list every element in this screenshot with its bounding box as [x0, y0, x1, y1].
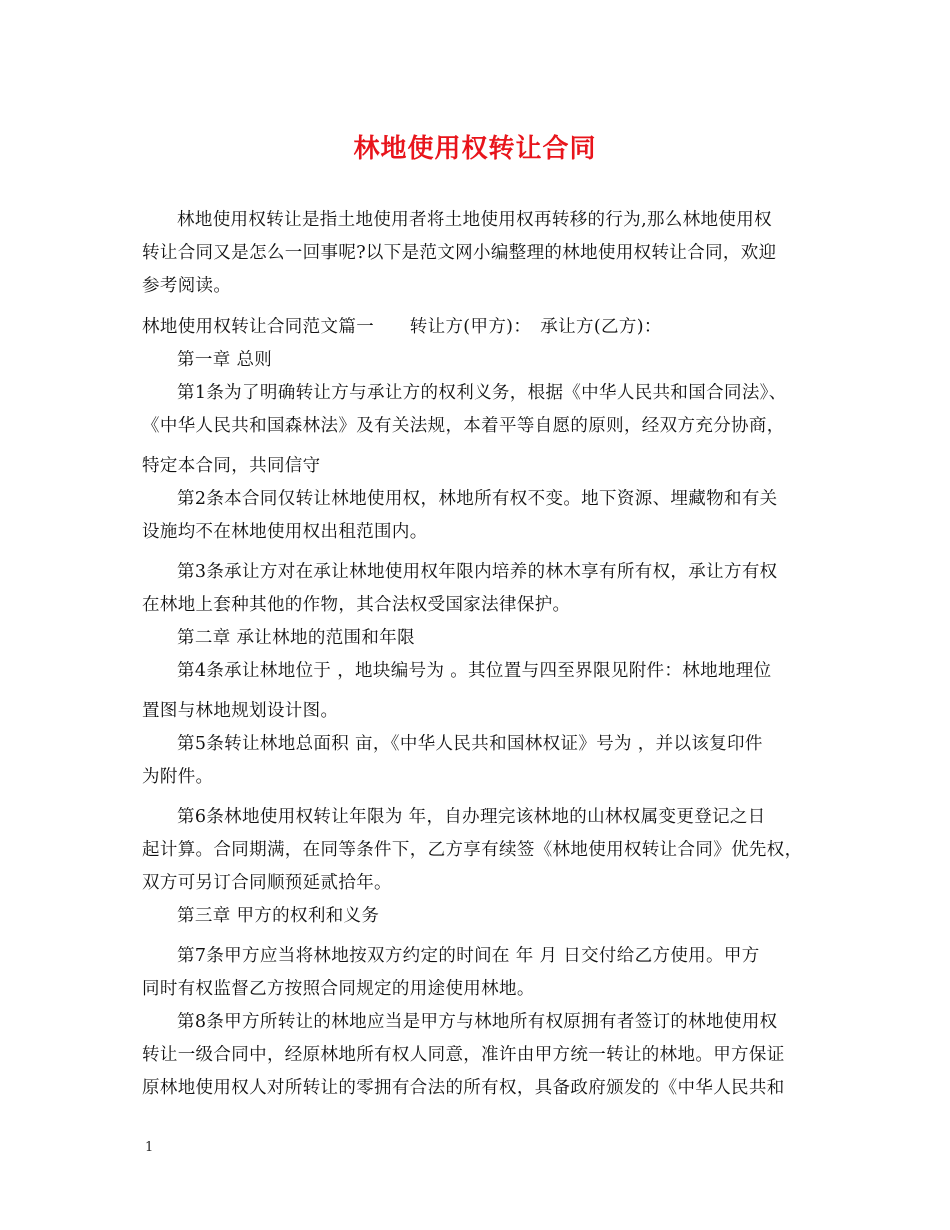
paragraph-line: 转让一级合同中，经原林地所有权人同意，准许由甲方统一转让的林地。甲方保证 — [142, 1045, 785, 1065]
paragraph-line: 特定本合同，共同信守 — [142, 456, 321, 476]
chapter-heading: 第二章 承让林地的范围和年限 — [177, 628, 415, 648]
paragraph-line: 转让合同又是怎么一回事呢?以下是范文网小编整理的林地使用权转让合同，欢迎 — [142, 243, 777, 263]
chapter-heading: 第一章 总则 — [177, 350, 273, 370]
document-title: 林地使用权转让合同 — [353, 134, 597, 164]
paragraph-line: 林地使用权转让是指土地使用者将土地使用权再转移的行为,那么林地使用权 — [177, 210, 772, 230]
paragraph-line: 为附件。 — [142, 767, 214, 787]
paragraph-line: 第5条转让林地总面积 亩，《中华人民共和国林权证》号为 ，并以该复印件 — [177, 734, 763, 754]
paragraph-line: 双方可另订合同顺预延贰拾年。 — [142, 873, 392, 893]
paragraph-line: 参考阅读。 — [142, 276, 232, 296]
paragraph-line: 林地使用权转让合同范文篇一 转让方(甲方)： 承让方(乙方)： — [142, 317, 662, 337]
paragraph-line: 原林地使用权人对所转让的零拥有合法的所有权，具备政府颁发的《中华人民共和 — [142, 1078, 785, 1098]
paragraph-line: 在林地上套种其他的作物，其合法权受国家法律保护。 — [142, 595, 571, 615]
paragraph-line: 第8条甲方所转让的林地应当是甲方与林地所有权原拥有者签订的林地使用权 — [177, 1012, 778, 1032]
paragraph-line: 第1条为了明确转让方与承让方的权利义务，根据《中华人民共和国合同法》、 — [177, 383, 787, 403]
paragraph-line: 第7条甲方应当将林地按双方约定的时间在 年 月 日交付给乙方使用。甲方 — [177, 946, 760, 966]
paragraph-line: 第6条林地使用权转让年限为 年，自办理完该林地的山林权属变更登记之日 — [177, 807, 766, 827]
paragraph-line: 第4条承让林地位于 ，地块编号为 。其位置与四至界限见附件：林地地理位 — [177, 661, 772, 681]
paragraph-line: 置图与林地规划设计图。 — [142, 701, 339, 721]
chapter-heading: 第三章 甲方的权利和义务 — [177, 906, 380, 926]
paragraph-line: 同时有权监督乙方按照合同规定的用途使用林地。 — [142, 979, 535, 999]
page-number: 1 — [145, 1140, 154, 1155]
paragraph-line: 《中华人民共和国森林法》及有关法规，本着平等自愿的原则，经双方充分协商， — [142, 416, 785, 436]
paragraph-line: 第3条承让方对在承让林地使用权年限内培养的林木享有所有权，承让方有权 — [177, 562, 778, 582]
paragraph-line: 第2条本合同仅转让林地使用权，林地所有权不变。地下资源、埋藏物和有关 — [177, 489, 778, 509]
paragraph-line: 起计算。合同期满，在同等条件下，乙方享有续签《林地使用权转让合同》优先权， — [142, 840, 803, 860]
paragraph-line: 设施均不在林地使用权出租范围内。 — [142, 522, 428, 542]
